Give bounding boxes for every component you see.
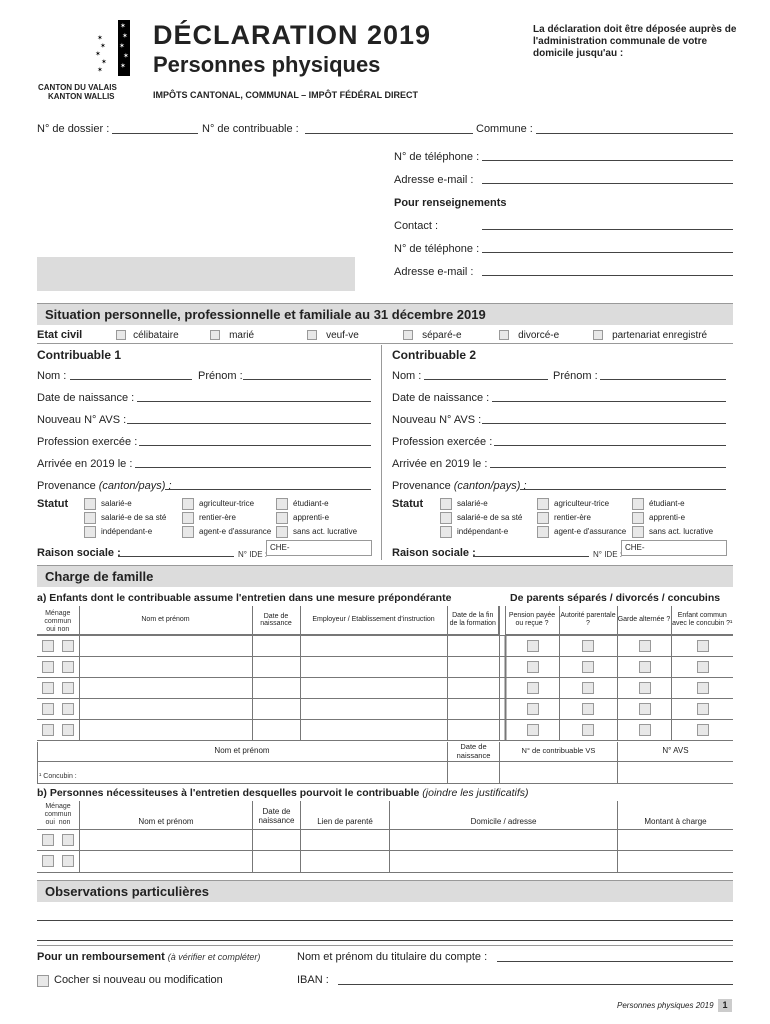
c2-salarie-checkbox[interactable] (440, 498, 452, 510)
nom-header: Nom et prénom (79, 606, 252, 634)
c2-sans-act-label: sans act. lucrative (649, 527, 714, 537)
column-divider (381, 345, 382, 560)
c2-ide-field[interactable] (621, 540, 727, 556)
enfant1-pension-checkbox[interactable] (527, 640, 539, 652)
enfant2-autorite-checkbox[interactable] (582, 661, 594, 673)
c2-salarie-ste-label: salarié-e de sa sté (457, 513, 523, 523)
observations-line-1[interactable] (37, 920, 733, 921)
nec-parente-header: Lien de parenté (317, 817, 373, 826)
svg-text:✶: ✶ (97, 66, 103, 74)
c1-raison-label: Raison sociale : (37, 547, 121, 559)
etat-checkbox-partenariat[interactable] (593, 330, 603, 340)
c2-prenom-label: Prénom : (553, 370, 598, 382)
concubin-label: ¹ Concubin : (39, 773, 77, 780)
autorite-header: Autorité parentale ? (559, 606, 617, 634)
enfant5-non-checkbox[interactable] (62, 724, 74, 736)
c1-independant-label: indépendant-e (101, 527, 153, 537)
enfant4-commun-checkbox[interactable] (697, 703, 709, 715)
c1-agent-label: agent-e d'assurance (199, 527, 272, 537)
necessiteuses-heading: b) Personnes nécessiteuses à l'entretien desquelles pourvoit le contribuable (joindre les justificatifs) (37, 787, 529, 799)
address-box (37, 257, 355, 291)
enfant3-pension-checkbox[interactable] (527, 682, 539, 694)
c1-salarie-ste-label: salarié-e de sa sté (101, 513, 167, 523)
c1-agriculteur-checkbox[interactable] (182, 498, 194, 510)
tax-line: IMPÔTS CANTONAL, COMMUNAL – IMPÔT FÉDÉRAL DIRECT (153, 90, 419, 100)
enfant3-autorite-checkbox[interactable] (582, 682, 594, 694)
c2-salarie-label: salarié-e (457, 499, 488, 509)
section-observations: Observations particulières (37, 880, 733, 902)
phone2-label: N° de téléphone : (394, 243, 480, 255)
c1-avs-field[interactable] (127, 423, 371, 424)
c1-ide-field[interactable] (266, 540, 372, 556)
enfant-commun-header: Enfant commun avec le concubin ?¹ (671, 606, 733, 634)
remboursement-label: Pour un remboursement (à vérifier et compléter) (37, 951, 261, 963)
c1-che-prefix: CHE- (270, 543, 290, 552)
parents-separes-heading: De parents séparés / divorcés / concubins (510, 592, 721, 604)
phone-field[interactable] (482, 160, 733, 161)
etat-civil-options (37, 327, 733, 341)
page-number: 1 (718, 999, 732, 1012)
c1-salarie-checkbox[interactable] (84, 498, 96, 510)
divider (37, 343, 733, 344)
commune-label: Commune : (476, 123, 533, 135)
necessiteuses-table (37, 801, 733, 873)
c2-independant-label: indépendant-e (457, 527, 509, 537)
enfant5-garde-checkbox[interactable] (639, 724, 651, 736)
c2-apprenti-label: apprenti-e (649, 513, 686, 523)
enfant3-oui-checkbox[interactable] (42, 682, 54, 694)
phone2-field[interactable] (482, 252, 733, 253)
c1-apprenti-label: apprenti-e (293, 513, 330, 523)
concubin-date-header: Date de naissance (456, 742, 491, 760)
svg-text:✶: ✶ (100, 42, 106, 50)
enfant4-garde-checkbox[interactable] (639, 703, 651, 715)
nec-menage-header: Ménage commun oui non (44, 803, 72, 826)
nec-domicile-header: Domicile / adresse (470, 817, 537, 826)
section-situation: Situation personnelle, professionnelle et familiale au 31 décembre 2019 (37, 303, 733, 325)
enfant1-commun-checkbox[interactable] (697, 640, 709, 652)
nouveau-checkbox[interactable] (37, 975, 49, 987)
enfants-table (37, 606, 733, 635)
c1-etudiant-checkbox[interactable] (276, 498, 288, 510)
fin-formation-header: Date de la fin de la formation (447, 606, 499, 634)
enfant5-pension-checkbox[interactable] (527, 724, 539, 736)
c1-nom-field[interactable] (70, 379, 192, 380)
etat-label-marie: marié (229, 330, 255, 341)
commune-field[interactable] (536, 133, 733, 134)
svg-text:✶: ✶ (122, 32, 128, 40)
contribuable-label: N° de contribuable : (202, 123, 299, 135)
c2-provenance-field[interactable] (520, 489, 726, 490)
c2-nom-field[interactable] (424, 379, 548, 380)
enfant1-oui-checkbox[interactable] (42, 640, 54, 652)
c2-che-prefix: CHE- (625, 543, 645, 552)
svg-text:✶: ✶ (120, 22, 126, 30)
c2-ide-label: N° IDE : (593, 550, 622, 559)
enfant4-oui-checkbox[interactable] (42, 703, 54, 715)
page-subtitle: Personnes physiques (153, 52, 381, 77)
date-header: Date de naissance (252, 606, 300, 634)
c2-naissance-field[interactable] (492, 401, 726, 402)
email2-label: Adresse e-mail : (394, 266, 474, 278)
enfant1-non-checkbox[interactable] (62, 640, 74, 652)
titulaire-label: Nom et prénom du titulaire du compte : (297, 951, 488, 963)
c2-arrivee-label: Arrivée en 2019 le : (392, 458, 488, 470)
c1-salarie-ste-checkbox[interactable] (84, 512, 96, 524)
etat-label-divorce: divorcé-e (518, 330, 560, 341)
concubin-avs-header: N° AVS (662, 746, 689, 755)
c2-etudiant-label: étudiant-e (649, 499, 685, 509)
svg-text:✶: ✶ (120, 62, 126, 70)
menage-header: Ménage commun oui non (37, 606, 79, 634)
enfant3-non-checkbox[interactable] (62, 682, 74, 694)
c1-agent-checkbox[interactable] (182, 526, 194, 538)
canton-name-de: KANTON WALLIS (48, 92, 115, 101)
dossier-field[interactable] (112, 133, 198, 134)
enfant2-non-checkbox[interactable] (62, 661, 74, 673)
concubin-nom-header: Nom et prénom (214, 746, 270, 755)
contribuable1-heading: Contribuable 1 (37, 348, 122, 362)
etat-checkbox-separe[interactable] (403, 330, 413, 340)
etat-checkbox-veuf[interactable] (307, 330, 317, 340)
deadline-notice: La déclaration doit être déposée auprès de l'administration communale de votre domicile jusqu'au : (533, 24, 737, 59)
c2-raison-field[interactable] (473, 556, 589, 557)
c2-statut-label: Statut (392, 498, 424, 510)
c2-sans-act-checkbox[interactable] (632, 526, 644, 538)
c2-prenom-field[interactable] (600, 379, 726, 380)
enfant2-oui-checkbox[interactable] (42, 661, 54, 673)
nec-montant-header: Montant à charge (644, 817, 707, 826)
c2-naissance-label: Date de naissance : (392, 392, 490, 404)
renseignements-heading: Pour renseignements (394, 197, 507, 209)
contribuable-field[interactable] (305, 133, 473, 134)
c1-nom-label: Nom : (37, 370, 67, 382)
c1-prenom-field[interactable] (243, 379, 371, 380)
etat-label-celibataire: célibataire (133, 330, 179, 341)
nec1-non-checkbox[interactable] (62, 834, 74, 846)
c1-ide-label: N° IDE : (238, 550, 267, 559)
c2-provenance-label: Provenance (canton/pays) : (392, 480, 527, 492)
section-charge-famille: Charge de famille (37, 565, 733, 587)
observations-line-2[interactable] (37, 940, 733, 941)
c2-rentier-label: rentier-ère (554, 513, 591, 523)
dossier-label: N° de dossier : (37, 123, 110, 135)
c1-provenance-field[interactable] (165, 489, 371, 490)
etat-civil-label: Etat civil (37, 329, 83, 341)
c1-arrivee-label: Arrivée en 2019 le : (37, 458, 133, 470)
etat-label-veuf: veuf-ve (326, 330, 359, 341)
c1-raison-field[interactable] (118, 556, 234, 557)
canton-logo (92, 18, 132, 78)
c1-salarie-label: salarié-e (101, 499, 132, 509)
iban-label: IBAN : (297, 974, 329, 986)
email-field[interactable] (482, 183, 733, 184)
etat-label-separe: séparé-e (422, 330, 462, 341)
contact-field[interactable] (482, 229, 733, 230)
iban-field[interactable] (338, 984, 733, 985)
concubin-vs-header: N° de contribuable VS (521, 746, 596, 755)
email2-field[interactable] (482, 275, 733, 276)
pension-header: Pension payée ou reçue ? (505, 606, 559, 634)
c1-profession-label: Profession exercée : (37, 436, 138, 448)
nec1-oui-checkbox[interactable] (42, 834, 54, 846)
c2-agent-checkbox[interactable] (537, 526, 549, 538)
enfant4-pension-checkbox[interactable] (527, 703, 539, 715)
c1-arrivee-field[interactable] (135, 467, 371, 468)
canton-name-fr: CANTON DU VALAIS (38, 83, 117, 92)
enfant5-autorite-checkbox[interactable] (582, 724, 594, 736)
oui-label: oui (46, 625, 56, 633)
c1-sans-act-checkbox[interactable] (276, 526, 288, 538)
c1-profession-field[interactable] (139, 445, 371, 446)
c1-agriculteur-label: agriculteur-trice (199, 499, 255, 509)
c2-profession-field[interactable] (494, 445, 726, 446)
phone-label: N° de téléphone : (394, 151, 480, 163)
enfant2-garde-checkbox[interactable] (639, 661, 651, 673)
c1-rentier-label: rentier-ère (199, 513, 236, 523)
c1-independant-checkbox[interactable] (84, 526, 96, 538)
concubin-table (37, 742, 733, 784)
c2-etudiant-checkbox[interactable] (632, 498, 644, 510)
nec-date-header: Date de naissance (258, 807, 295, 825)
c1-statut-label: Statut (37, 498, 69, 510)
svg-text:✶: ✶ (123, 52, 129, 60)
etat-label-partenariat: partenariat enregistré (612, 330, 708, 341)
enfants-heading: a) Enfants dont le contribuable assume l'entretien dans une mesure prépondérante (37, 592, 452, 604)
c2-avs-field[interactable] (482, 423, 726, 424)
email-label: Adresse e-mail : (394, 174, 474, 186)
c2-apprenti-checkbox[interactable] (632, 512, 644, 524)
divider-bottom (37, 945, 733, 946)
c1-apprenti-checkbox[interactable] (276, 512, 288, 524)
non-label: non (57, 625, 70, 633)
c1-avs-label: Nouveau N° AVS : (37, 414, 127, 426)
enfant2-commun-checkbox[interactable] (697, 661, 709, 673)
enfant2-pension-checkbox[interactable] (527, 661, 539, 673)
enfant3-commun-checkbox[interactable] (697, 682, 709, 694)
enfant5-oui-checkbox[interactable] (42, 724, 54, 736)
nec2-non-checkbox[interactable] (62, 855, 74, 867)
c2-agriculteur-checkbox[interactable] (537, 498, 549, 510)
enfant4-non-checkbox[interactable] (62, 703, 74, 715)
c2-arrivee-field[interactable] (490, 467, 726, 468)
c1-statut-options (84, 498, 374, 540)
svg-text:✶: ✶ (95, 50, 101, 58)
etat-checkbox-divorce[interactable] (499, 330, 509, 340)
contact-label: Contact : (394, 220, 439, 232)
c2-nom-label: Nom : (392, 370, 422, 382)
enfant5-commun-checkbox[interactable] (697, 724, 709, 736)
enfant1-autorite-checkbox[interactable] (582, 640, 594, 652)
c2-statut-options (440, 498, 730, 540)
garde-header: Garde alternée ? (617, 606, 671, 634)
c1-sans-act-label: sans act. lucrative (293, 527, 358, 537)
c1-naissance-label: Date de naissance : (37, 392, 135, 404)
c2-agriculteur-label: agriculteur-trice (554, 499, 610, 509)
c1-rentier-checkbox[interactable] (182, 512, 194, 524)
employeur-header: Employeur / Etablissement d'instruction (300, 606, 447, 634)
nec2-oui-checkbox[interactable] (42, 855, 54, 867)
c2-profession-label: Profession exercée : (392, 436, 493, 448)
footer-text: Personnes physiques 2019 (617, 1001, 714, 1010)
contribuable2-heading: Contribuable 2 (392, 348, 477, 362)
enfant1-garde-checkbox[interactable] (639, 640, 651, 652)
titulaire-field[interactable] (497, 961, 733, 962)
page-title: DÉCLARATION 2019 (153, 20, 432, 50)
c1-etudiant-label: étudiant-e (293, 499, 329, 509)
c1-prenom-label: Prénom : (198, 370, 243, 382)
nec-nom-header: Nom et prénom (138, 817, 194, 826)
c2-raison-label: Raison sociale : (392, 547, 476, 559)
c2-avs-label: Nouveau N° AVS : (392, 414, 482, 426)
c2-rentier-checkbox[interactable] (537, 512, 549, 524)
etat-checkbox-marie[interactable] (210, 330, 220, 340)
svg-text:✶: ✶ (101, 58, 107, 66)
cocher-label: Cocher si nouveau ou modification (54, 974, 223, 986)
c2-independant-checkbox[interactable] (440, 526, 452, 538)
c2-agent-label: agent-e d'assurance (554, 527, 627, 537)
svg-text:✶: ✶ (119, 42, 125, 50)
enfants-rows (37, 635, 733, 741)
c1-provenance-label: Provenance (canton/pays) : (37, 480, 172, 492)
c2-salarie-ste-checkbox[interactable] (440, 512, 452, 524)
etat-checkbox-celibataire[interactable] (116, 330, 126, 340)
enfant4-autorite-checkbox[interactable] (582, 703, 594, 715)
enfant3-garde-checkbox[interactable] (639, 682, 651, 694)
svg-text:✶: ✶ (97, 34, 103, 42)
c1-naissance-field[interactable] (137, 401, 371, 402)
